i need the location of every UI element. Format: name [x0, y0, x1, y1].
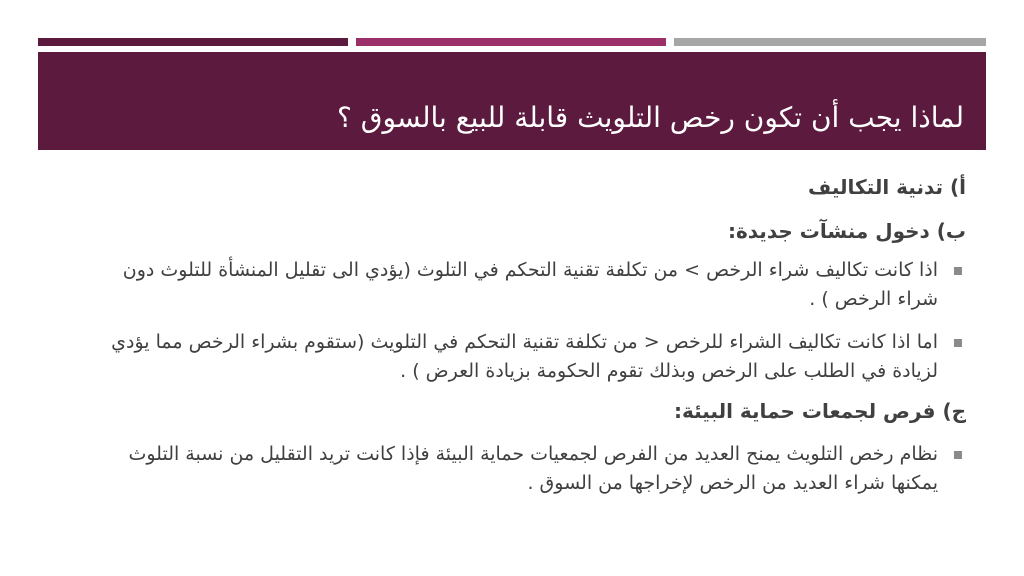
title-band	[38, 52, 986, 150]
square-bullet-icon	[954, 451, 962, 459]
slide-content	[78, 160, 966, 498]
bullet-text-3: نظام رخص التلويث يمنح العديد من الفرص لجمعيات حماية البيئة فإذا كانت تريد التقليل من نسبة التلوث يمكنها شراء العديد من الرخص لإخراجها من السوق .	[128, 443, 938, 494]
bullet-item-3	[78, 440, 966, 498]
header-accent-bars	[38, 38, 986, 46]
accent-bar-dark	[38, 38, 348, 46]
accent-bar-magenta	[356, 38, 666, 46]
heading-b: ب) دخول منشآت جديدة:	[727, 219, 966, 243]
accent-bar-gray	[674, 38, 986, 46]
bullet-text-2: اما اذا كانت تكاليف الشراء للرخص < من تكلفة تقنية التحكم في التلويث (ستقوم بشراء الرخص مما يؤدي لزيادة في الطلب على الرخص وبذلك تقوم الحكومة بزيادة العرض ) .	[111, 331, 938, 382]
heading-c: ج) فرص لجمعات حماية البيئة:	[673, 399, 966, 423]
bullet-item-2	[78, 328, 966, 386]
bullet-text-1: اذا كانت تكاليف شراء الرخص > من تكلفة تقنية التحكم في التلوث (يؤدي الى تقليل المنشأة للتلوث دون شراء الرخص ) .	[122, 259, 938, 310]
slide-title: لماذا يجب أن تكون رخص التلويث قابلة للبيع بالسوق ؟	[337, 101, 964, 134]
square-bullet-icon	[954, 267, 962, 275]
bullet-item-1	[78, 256, 966, 314]
heading-a: أ) تدنية التكاليف	[808, 175, 966, 199]
square-bullet-icon	[954, 339, 962, 347]
